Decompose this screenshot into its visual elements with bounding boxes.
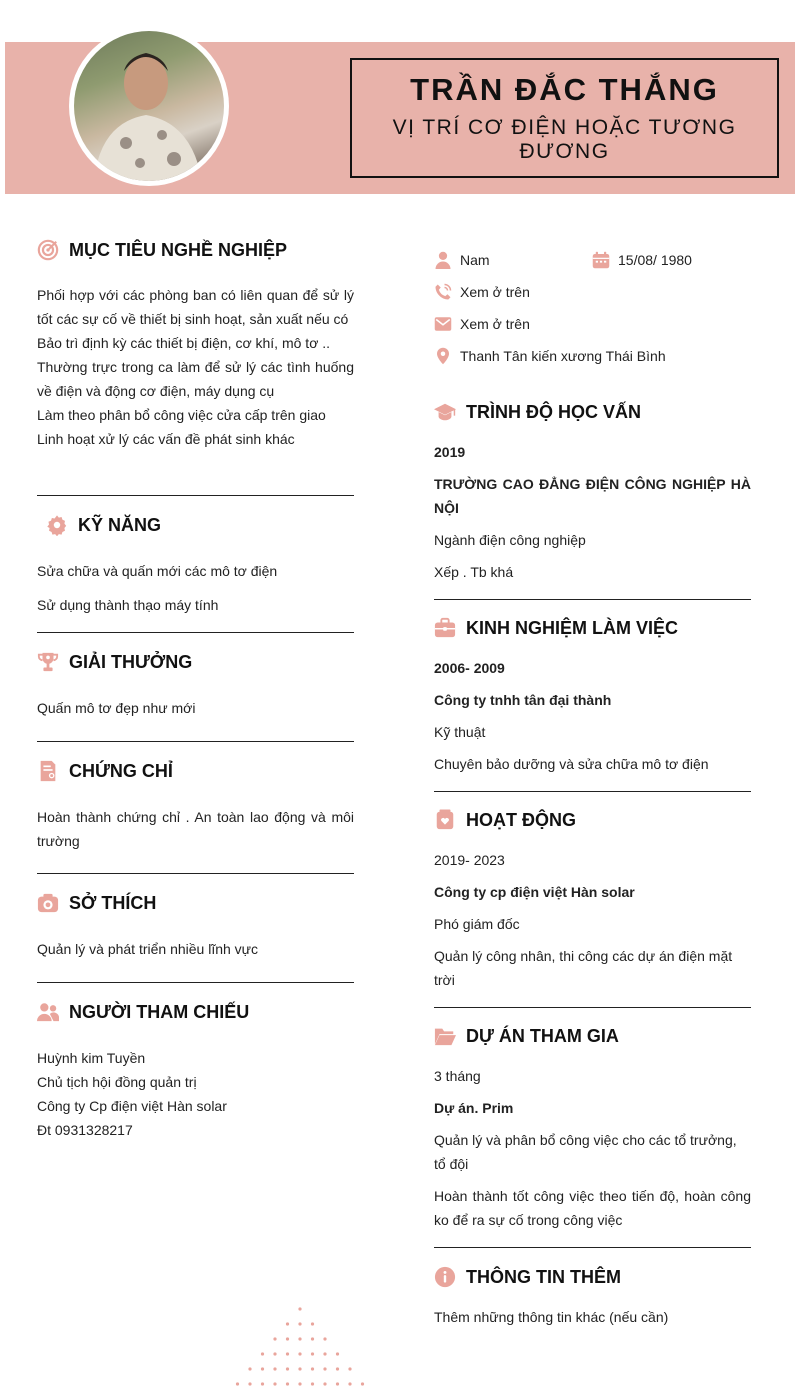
objective-heading (37, 232, 354, 268)
skill-item: Sửa chữa và quấn mới các mô tơ điện (37, 563, 278, 579)
info-icon (434, 1266, 456, 1288)
heart-badge-icon (434, 809, 456, 831)
experience-company: Công ty tnhh tân đại thành (434, 692, 612, 708)
activities-desc: Quản lý công nhân, thi công các dự án điện mặt trời (434, 948, 733, 988)
decorative-dot (273, 1337, 276, 1340)
gender-value: Nam (460, 252, 490, 268)
decorative-dot (311, 1367, 314, 1370)
phone-row (434, 276, 751, 308)
activities-period: 2019- 2023 (434, 852, 505, 868)
divider (434, 599, 751, 600)
decorative-dot (248, 1382, 251, 1385)
camera-icon (37, 892, 59, 914)
decorative-dot (348, 1382, 351, 1385)
decorative-dot (323, 1337, 326, 1340)
name-box (350, 58, 779, 178)
decorative-dot (336, 1367, 339, 1370)
divider (434, 1007, 751, 1008)
education-section (434, 394, 751, 584)
briefcase-icon (434, 617, 456, 639)
email-value: Xem ở trên (460, 316, 530, 332)
certificates-title: CHỨNG CHỈ (69, 760, 173, 781)
objective-line: Thường trực trong ca làm để sử lý các tình huống về điện và động cơ điện, máy dụng cụ (37, 359, 354, 399)
candidate-position: VỊ TRÍ CƠ ĐIỆN HOẶC TƯƠNG ĐƯƠNG (392, 116, 737, 163)
decorative-dot (311, 1352, 314, 1355)
divider (37, 873, 354, 874)
activities-section (434, 802, 751, 992)
objective-section (37, 232, 354, 451)
education-major: Ngành điện công nghiệp (434, 532, 586, 548)
awards-title: GIẢI THƯỞNG (69, 651, 193, 672)
decorative-dot (286, 1337, 289, 1340)
hobby-item: Quản lý và phát triển nhiều lĩnh vực (37, 941, 259, 957)
hobbies-section (37, 885, 354, 961)
decorative-dot (323, 1352, 326, 1355)
certificates-heading (37, 753, 354, 789)
dob-row (592, 244, 692, 276)
education-title: TRÌNH ĐỘ HỌC VẤN (466, 401, 641, 422)
phone-icon (434, 283, 452, 301)
decorative-dot (336, 1382, 339, 1385)
decorative-dot (311, 1337, 314, 1340)
skills-title: KỸ NĂNG (78, 514, 162, 535)
extra-heading (434, 1259, 751, 1295)
activities-heading (434, 802, 751, 838)
divider (434, 791, 751, 792)
extra-section (434, 1259, 751, 1329)
objective-title: MỤC TIÊU NGHỀ NGHIỆP (69, 239, 288, 260)
certificate-item: Hoàn thành chứng chỉ . An toàn lao động và môi trường (37, 809, 354, 849)
projects-section (434, 1018, 751, 1232)
divider (37, 495, 354, 496)
decorative-dot (261, 1367, 264, 1370)
person-icon (434, 251, 452, 269)
address-row (434, 340, 751, 372)
gear-icon (46, 514, 68, 536)
projects-title: DỰ ÁN THAM GIA (466, 1025, 619, 1046)
decorative-dot (286, 1352, 289, 1355)
awards-section (37, 644, 354, 720)
education-school: TRƯỜNG CAO ĐẲNG ĐIỆN CÔNG NGHIỆP HÀ NỘI (434, 476, 751, 516)
avatar-photo (74, 31, 224, 181)
projects-heading (434, 1018, 751, 1054)
references-title: NGƯỜI THAM CHIẾU (69, 1001, 250, 1022)
decorative-dots (205, 1305, 395, 1389)
education-heading (434, 394, 751, 430)
decorative-dot (298, 1352, 301, 1355)
certificate-icon (37, 760, 59, 782)
avatar (69, 26, 229, 186)
decorative-dot (236, 1382, 239, 1385)
projects-duration: 3 tháng (434, 1068, 481, 1084)
objective-line: Linh hoạt xử lý các vấn đề phát sinh khác (37, 431, 295, 447)
decorative-dot (273, 1367, 276, 1370)
trophy-icon (37, 651, 59, 673)
divider (37, 632, 354, 633)
phone-value: Xem ở trên (460, 284, 530, 300)
decorative-dot (248, 1367, 251, 1370)
decorative-dot (286, 1367, 289, 1370)
references-heading (37, 994, 354, 1030)
activities-role: Phó giám đốc (434, 916, 520, 932)
projects-name: Dự án. Prim (434, 1100, 514, 1116)
experience-role: Kỹ thuật (434, 724, 486, 740)
hobbies-heading (37, 885, 354, 921)
portrait-illustration (74, 31, 224, 181)
experience-heading (434, 610, 751, 646)
experience-desc: Chuyên bảo dưỡng và sửa chữa mô tơ điện (434, 756, 709, 772)
users-icon (37, 1001, 59, 1023)
decorative-dot (348, 1367, 351, 1370)
divider (37, 982, 354, 983)
project-item: Hoàn thành tốt công việc theo tiến độ, hoàn công ko để ra sự cố trong công việc (434, 1188, 751, 1228)
target-icon (37, 239, 59, 261)
certificates-section (37, 753, 354, 853)
email-row (434, 308, 751, 340)
decorative-dot (298, 1367, 301, 1370)
education-rank: Xếp . Tb khá (434, 564, 514, 580)
gender-row (434, 244, 592, 276)
activities-org: Công ty cp điện việt Hàn solar (434, 884, 635, 900)
skills-section (37, 507, 354, 617)
folder-open-icon (434, 1025, 456, 1047)
experience-section (434, 610, 751, 776)
decorative-dot (286, 1322, 289, 1325)
decorative-dot (286, 1382, 289, 1385)
reference-line: Chủ tịch hội đồng quản trị (37, 1074, 197, 1090)
email-icon (434, 315, 452, 333)
candidate-name: TRẦN ĐẮC THẮNG (410, 72, 719, 107)
education-year: 2019 (434, 444, 466, 460)
award-item: Quấn mô tơ đẹp như mới (37, 700, 196, 716)
reference-line: Công ty Cp điện việt Hàn solar (37, 1098, 227, 1114)
divider (37, 741, 354, 742)
references-section (37, 994, 354, 1142)
objective-line: Làm theo phân bổ công việc cửa cấp trên giao (37, 407, 326, 423)
extra-text: Thêm những thông tin khác (nếu cần) (434, 1309, 669, 1325)
right-column (434, 244, 751, 1329)
address-value: Thanh Tân kiến xương Thái Bình (460, 348, 666, 364)
decorative-dot (273, 1352, 276, 1355)
objective-line: Phối hợp với các phòng ban có liên quan để sử lý tốt các sự cố về thiết bị sinh hoạt, sản xuất nếu có (37, 287, 354, 327)
graduation-cap-icon (434, 401, 456, 423)
left-column (37, 232, 354, 1142)
decorative-dot (336, 1352, 339, 1355)
awards-heading (37, 644, 354, 680)
hobbies-title: SỞ THÍCH (69, 892, 157, 913)
decorative-dot (273, 1382, 276, 1385)
activities-title: HOẠT ĐỘNG (466, 809, 576, 830)
decorative-dot (298, 1322, 301, 1325)
dob-value: 15/08/ 1980 (618, 252, 692, 268)
decorative-dot (298, 1337, 301, 1340)
decorative-dot (261, 1352, 264, 1355)
decorative-dot (311, 1322, 314, 1325)
decorative-dot (311, 1382, 314, 1385)
experience-period: 2006- 2009 (434, 660, 505, 676)
reference-line: Huỳnh kim Tuyền (37, 1050, 146, 1066)
extra-title: THÔNG TIN THÊM (466, 1266, 621, 1287)
objective-line: Bảo trì định kỳ các thiết bị điện, cơ khí, mô tơ .. (37, 335, 331, 351)
skill-item: Sử dụng thành thạo máy tính (37, 597, 219, 613)
calendar-icon (592, 251, 610, 269)
project-item: Quản lý và phân bổ công việc cho các tổ trưởng, tổ đội (434, 1132, 737, 1172)
decorative-dot (323, 1367, 326, 1370)
skills-heading (37, 507, 354, 543)
experience-title: KINH NGHIỆM LÀM VIỆC (466, 617, 679, 638)
decorative-dot (361, 1382, 364, 1385)
reference-line: Đt 0931328217 (37, 1122, 133, 1138)
decorative-dot (298, 1307, 301, 1310)
location-pin-icon (434, 347, 452, 365)
decorative-dot (298, 1382, 301, 1385)
decorative-dot (261, 1382, 264, 1385)
divider (434, 1247, 751, 1248)
decorative-dot (323, 1382, 326, 1385)
contact-section (434, 244, 751, 372)
